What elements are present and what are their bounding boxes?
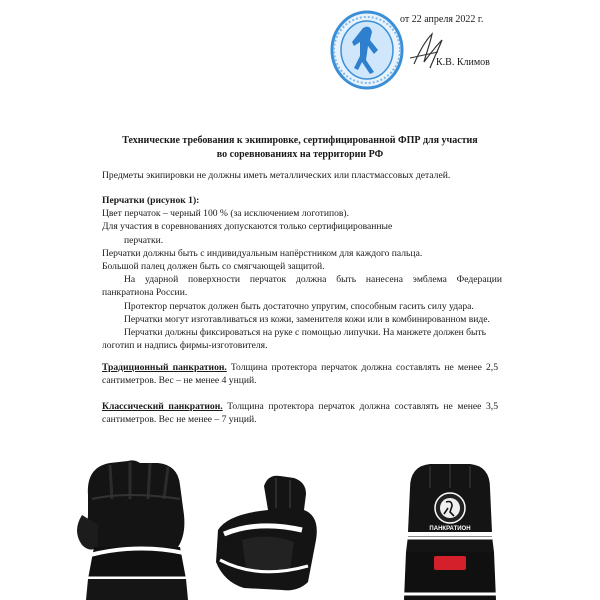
- svg-text:ПАНКРАТИОН: ПАНКРАТИОН: [429, 526, 471, 532]
- document-date: от 22 апреля 2022 г.: [400, 14, 484, 25]
- gloves-line: логотип и надпись фирмы-изготовителя.: [102, 340, 268, 352]
- gloves-line: Протектор перчаток должен быть достаточно упругим, способным гасить силу удара.: [124, 300, 474, 312]
- intro-paragraph: Предметы экипировки не должны иметь металлических или пластмассовых деталей.: [102, 170, 451, 181]
- gloves-line: Для участия в соревнованиях допускаются только сертифицированные: [102, 221, 393, 233]
- gloves-line: Перчатки должны фиксироваться на руке с помощью липучки. На манжете должен быть: [124, 327, 487, 339]
- gloves-line: Перчатки должны быть с индивидуальным напёрстником для каждого пальца.: [102, 247, 423, 259]
- glove-front-image: [68, 455, 208, 600]
- category-text: Толщина протектора перчаток должна составлять не менее 2,5 сантиметров. Вес – не менее 4 унций.: [102, 362, 498, 387]
- signer-name: К.В. Климов: [436, 57, 490, 68]
- category-classic: [102, 400, 498, 426]
- glove-side-image: [198, 470, 348, 600]
- category-name: Традиционный панкратион.: [102, 362, 227, 373]
- document-title: [110, 134, 490, 162]
- glove-logo-image: [390, 458, 510, 600]
- gloves-section: [102, 194, 502, 352]
- category-name: Классический панкратион.: [102, 401, 223, 412]
- title-line-1: Технические требования к экипировке, сертифицированной ФПР для участия: [122, 135, 478, 146]
- gloves-line: панкратиона России.: [102, 287, 188, 299]
- gloves-line: перчатки.: [124, 234, 164, 246]
- category-text: Толщина протектора перчаток должна составлять не менее 3,5 сантиметров. Вес не менее – 7 унций.: [102, 401, 499, 426]
- gloves-line: Перчатки могут изготавливаться из кожи, заменителя кожи или в комбинированном виде.: [124, 313, 490, 325]
- gloves-heading: Перчатки (рисунок 1):: [102, 195, 200, 206]
- title-line-2: во соревнованиях на территории РФ: [216, 149, 384, 160]
- federation-seal-icon: [330, 10, 404, 90]
- category-traditional: [102, 361, 498, 387]
- gloves-line: На ударной поверхности перчаток должна быть нанесена эмблема Федерации: [124, 274, 502, 286]
- gloves-line: Большой палец должен быть со смягчающей защитой.: [102, 261, 325, 273]
- gloves-line: Цвет перчаток – черный 100 % (за исключением логотипов).: [102, 208, 350, 220]
